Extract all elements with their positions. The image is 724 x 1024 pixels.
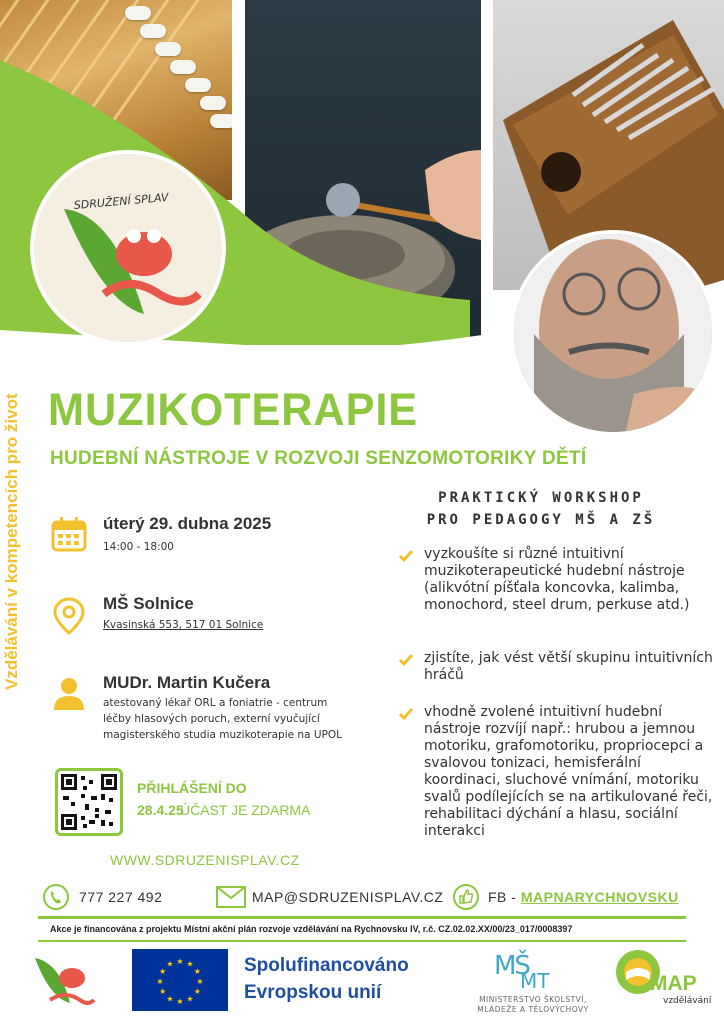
email-address[interactable]: MAP@SDRUZENISPLAV.CZ (252, 889, 444, 905)
calendar-icon (50, 515, 90, 555)
qr-code[interactable] (55, 768, 123, 836)
facebook-link[interactable]: MAPNARYCHNOVSKU (520, 889, 679, 905)
registration-price: ÚČAST JE ZDARMA (180, 802, 311, 818)
lecturer-bio-line: atestovaný lékař ORL a foniatrie - centrum (103, 697, 328, 709)
facebook-prefix: FB - (488, 889, 521, 905)
check-icon (398, 706, 414, 722)
svg-text:MŠ: MŠ (494, 951, 529, 981)
check-icon (398, 652, 414, 668)
workshop-heading-line1: PRAKTICKÝ WORKSHOP (438, 490, 644, 506)
eu-star-icon: ★ (176, 957, 184, 966)
eu-star-icon: ★ (166, 959, 174, 969)
lecturer-name: MUDr. Martin Kučera (103, 673, 271, 692)
bullet-text: vyzkoušíte si různé intuitivní muzikoterapeutické hudební nástroje (alikvótní píšťala koncovka, kalimba, monochord, steel drum, perkuse atd.) (424, 546, 690, 613)
registration-label: PŘIHLÁŠENÍ DO (137, 780, 247, 796)
eu-star-icon: ★ (156, 977, 164, 986)
eu-star-icon: ★ (193, 967, 201, 976)
facebook-label (488, 889, 679, 905)
thumbs-up-icon (452, 883, 480, 911)
workshop-heading-line2: PRO PEDAGOGY MŠ A ZŠ (426, 512, 656, 528)
vertical-slogan: Vzdělávání v kompetencích pro život (2, 393, 21, 690)
person-icon (52, 676, 92, 716)
map-logo-subtext: vzdělávání (663, 996, 712, 1006)
eu-star-icon: ★ (159, 987, 167, 996)
msmt-name-line2: MLÁDEŽE A TĚLOVÝCHOVY (477, 1005, 589, 1014)
eu-star-icon: ★ (193, 987, 201, 996)
registration-date: 28.4.25 (137, 802, 184, 818)
bullet-text: vhodně zvolené intuitivní hudební nástroje rozvíjí např.: hrubou a jemnou motoriku, grafomotoriku, propriocepci a svalovou tonizaci, hemisferální koordinaci, sluchové vnímání, motoriku svalů podílejících se na artikulované řeči, rehabilitaci dýchání a hlasu, sociální interakci (424, 704, 713, 839)
eu-cofunded-line2: Evropskou unií (244, 982, 382, 1003)
phone-icon (42, 883, 70, 911)
divider (38, 916, 686, 919)
msmt-logo (490, 946, 550, 990)
eu-star-icon: ★ (186, 959, 194, 969)
eu-star-icon: ★ (196, 977, 204, 986)
splav-logo (30, 150, 226, 346)
lecturer-bio-line: magisterského studia muzikoterapie na UPOL (103, 729, 342, 741)
venue-name: MŠ Solnice (103, 594, 194, 613)
eu-star-icon: ★ (176, 997, 184, 1006)
venue-address[interactable]: Kvasinská 553, 517 01 Solnice (103, 619, 264, 631)
lecturer-bio (103, 695, 342, 743)
event-time: 14:00 - 18:00 (103, 541, 174, 553)
phone-number[interactable]: 777 227 492 (79, 889, 163, 905)
eu-flag (132, 949, 228, 1011)
lecturer-portrait (510, 230, 716, 436)
logo-text: SDRUŽENÍ SPLAV (73, 190, 169, 213)
eu-star-icon: ★ (166, 994, 174, 1004)
eu-star-icon: ★ (186, 994, 194, 1004)
website-link[interactable]: WWW.SDRUZENISPLAV.CZ (110, 852, 300, 868)
eu-cofunded-line1: Spolufinancováno (244, 955, 409, 976)
msmt-name-line1: MINISTERSTVO ŠKOLSTVÍ, (479, 995, 587, 1004)
map-logo-text: MAP (650, 972, 697, 995)
page-subtitle: HUDEBNÍ NÁSTROJE V ROZVOJI SENZOMOTORIKY DĚTÍ (50, 448, 587, 469)
svg-text:MT: MT (520, 969, 550, 990)
page-title: MUZIKOTERAPIE (48, 384, 419, 435)
mail-icon (216, 886, 246, 908)
eu-star-icon: ★ (159, 967, 167, 976)
event-date: úterý 29. dubna 2025 (103, 514, 272, 533)
lecturer-bio-line: léčby hlasových poruch, externí vyučující (103, 713, 320, 725)
location-pin-icon (52, 596, 92, 636)
funding-note: Akce je financována z projektu Místní akční plán rozvoje vzdělávání na Rychnovsku IV, r.č. CZ.02.02.XX/00/23_017/0008397 (50, 924, 573, 934)
divider (38, 940, 686, 942)
bullet-text: zjistíte, jak vést větší skupinu intuitivních hráčů (424, 650, 713, 683)
check-icon (398, 548, 414, 564)
splav-small-logo (30, 948, 96, 1010)
